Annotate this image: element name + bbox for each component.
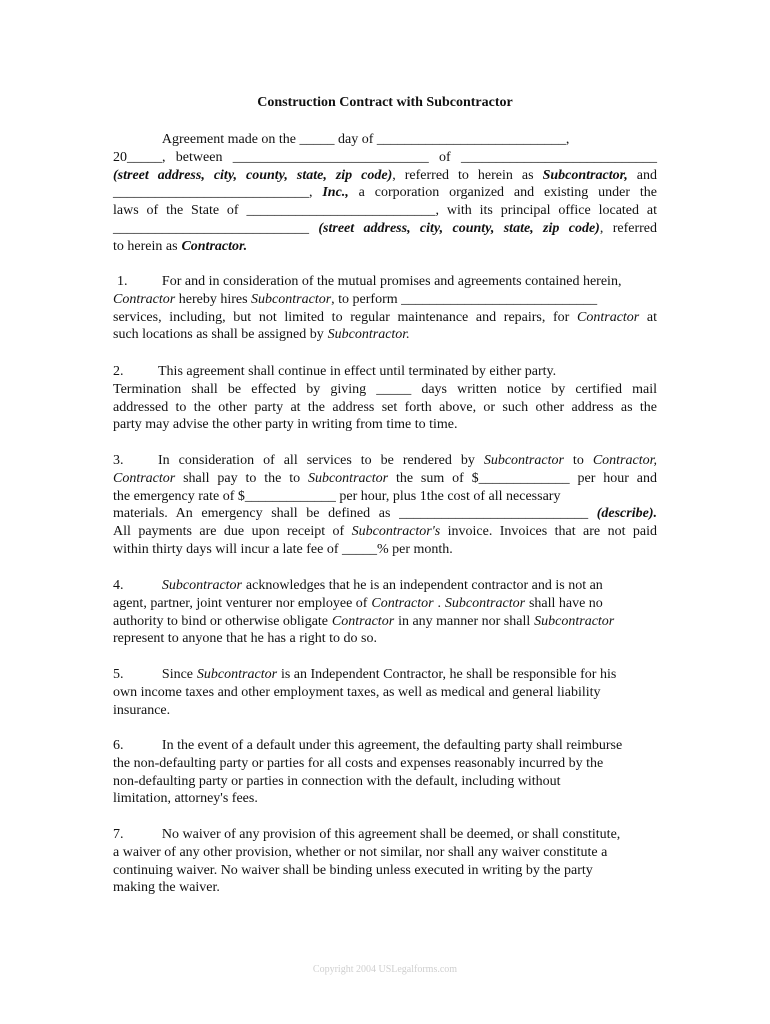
clause-4-line-2: agent, partner, joint venturer nor employee of Contractor . Subcontractor shall have no [113,595,603,611]
clause-1-line-4: such locations as shall be assigned by Subcontractor. [113,327,410,343]
clause-1-line-3: services, including, but not limited to regular maintenance and repairs, for Contractor at [113,309,658,325]
clause-3-line-1: 3. In consideration of all services to be rendered by Subcontractor to Contractor, [113,453,657,468]
clause-4-line-3: authority to bind or otherwise obligate Contractor in any manner nor shall Subcontractor [113,613,615,629]
clause-5-line-3: insurance. [113,702,171,718]
clause-7-line-2: a waiver of any other provision, whether or not similar, nor shall any waiver constitute a [113,844,608,860]
clause-2-line-2: Termination shall be effected by giving _____ days written notice by certified mail [113,381,657,397]
clause-5-line-2: own income taxes and other employment taxes, as well as medical and general liability [113,684,601,700]
clause-7 [113,826,657,897]
clause-3-line-3: the emergency rate of $_____________ per hour, plus 1the cost of all necessary [113,488,561,504]
clause-7-line-1: 7. No waiver of any provision of this agreement shall be deemed, or shall constitute, [113,827,621,842]
intro-line-4: ____________________________, Inc., a corporation organized and existing under the [113,185,657,201]
clause-1 [113,273,657,344]
intro-line-3: (street address, city, county, state, zip code) , referred to herein as Subcontractor, and [113,167,657,183]
clause-3-line-6: within thirty days will incur a late fee of _____% per month. [113,541,453,557]
clause-6 [113,737,657,808]
clause-6-line-4: limitation, attorney's fees. [113,791,258,807]
clause-4 [113,577,657,648]
clause-7-line-3: continuing waiver. No waiver shall be binding unless executed in writing by the party [113,862,593,878]
clause-2-line-1: 2. This agreement shall continue in effect until terminated by either party. [113,364,557,379]
clause-5 [113,666,657,719]
clause-6-line-2: the non-defaulting party or parties for all costs and expenses reasonably incurred by the [113,755,604,771]
clause-6-line-1: 6. In the event of a default under this agreement, the defaulting party shall reimburse [113,738,623,753]
clause-4-line-1: 4. Subcontractor acknowledges that he is an independent contractor and is not an [113,578,603,593]
clause-1-line-2: Contractor hereby hires Subcontractor , to perform ____________________________ [113,291,598,307]
clause-3-line-5: All payments are due upon receipt of Subcontractor's invoice. Invoices that are not paid [113,524,658,540]
document-title: Construction Contract with Subcontractor [257,95,513,110]
intro-line-7: to herein as Contractor. [113,238,248,254]
clause-3-line-2: Contractor shall pay to the to Subcontractor the sum of $_____________ per hour and [113,470,657,486]
clause-7-line-4: making the waiver. [113,880,220,896]
clause-3-line-4: materials. An emergency shall be defined as ___________________________ (describe). [113,506,657,522]
intro-line-5: laws of the State of ___________________________, with its principal office located at [113,203,657,219]
clause-5-line-1: 5. Since Subcontractor is an Independent Contractor, he shall be responsible for his [113,667,617,682]
clause-1-line-1: 1. For and in consideration of the mutual promises and agreements contained herein, [117,274,622,289]
intro-paragraph [113,131,657,256]
clause-4-line-4: represent to anyone that he has a right to do so. [113,631,377,647]
intro-line-1: Agreement made on the _____ day of ___________________________, [161,132,570,147]
clause-2 [113,363,657,434]
clause-3 [113,452,657,559]
clause-2-line-3: addressed to the other party at the address set forth above, or such other address as the [113,399,657,415]
copyright-footer: Copyright 2004 USLegalforms.com [312,964,458,975]
intro-line-6: ____________________________ (street address, city, county, state, zip code) , referred [113,220,658,236]
clause-2-line-4: party may advise the other party in writing from time to time. [113,417,458,433]
clause-6-line-3: non-defaulting party or parties in connection with the default, including without [113,773,561,789]
intro-line-2: 20_____, between ____________________________ of ____________________________ [113,149,657,165]
